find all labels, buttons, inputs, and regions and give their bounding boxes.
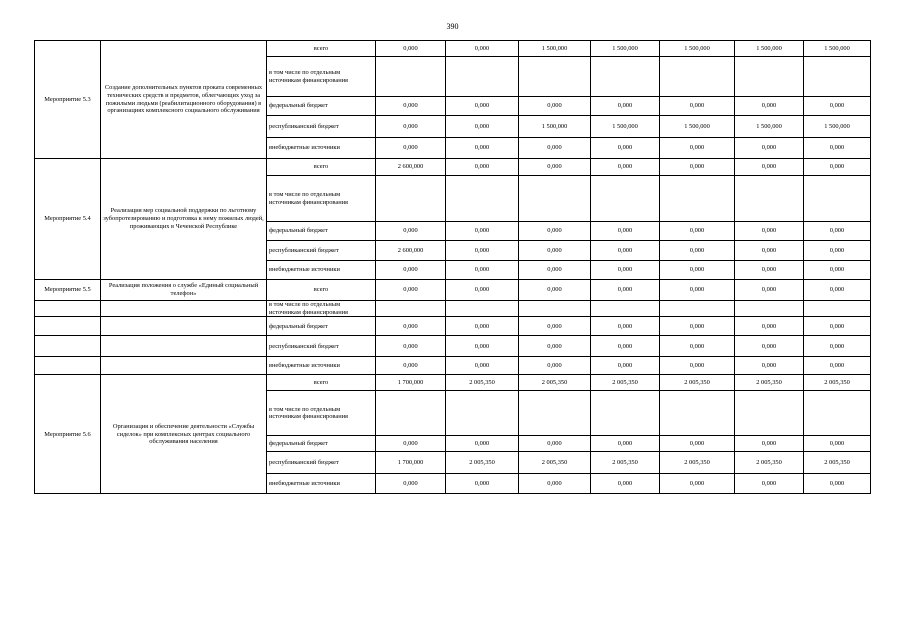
amount-cell: 0,000 (519, 138, 591, 159)
amount-cell (735, 301, 804, 317)
funding-source-label: федеральный бюджет (267, 436, 376, 452)
amount-cell: 0,000 (446, 138, 519, 159)
measure-description: Создание дополнительных пунктов проката современных технических средств и предметов, облегчающих уход за пожилыми людьми (реабилитационного оборудования) в организациях комплексного социального обслуживания (101, 41, 267, 159)
measure-description: Организация и обеспечение деятельности «Службы сиделок» при комплексных центрах социального обслуживания населения (101, 375, 267, 494)
amount-cell (376, 176, 446, 222)
funding-source-label: всего (267, 280, 376, 301)
amount-cell: 1 500,000 (519, 116, 591, 138)
amount-cell: 0,000 (519, 241, 591, 261)
amount-cell: 0,000 (376, 474, 446, 494)
amount-cell: 0,000 (735, 436, 804, 452)
amount-cell: 0,000 (591, 336, 660, 357)
funding-source-label: всего (267, 159, 376, 176)
amount-cell: 0,000 (376, 261, 446, 280)
page-number: 390 (446, 22, 459, 31)
amount-cell (804, 391, 871, 436)
amount-cell: 0,000 (446, 436, 519, 452)
amount-cell: 0,000 (735, 280, 804, 301)
funding-source-label: в том числе по отдельным источникам финансирования (267, 57, 376, 97)
amount-cell (804, 176, 871, 222)
amount-cell: 0,000 (804, 222, 871, 241)
amount-cell: 1 500,000 (735, 116, 804, 138)
amount-cell (660, 391, 735, 436)
amount-cell: 0,000 (660, 280, 735, 301)
amount-cell (519, 391, 591, 436)
amount-cell: 2 005,350 (660, 452, 735, 474)
amount-cell: 0,000 (804, 138, 871, 159)
measure-name: Мероприятие 5.5 (35, 280, 101, 301)
funding-source-label: внебюджетные источники (267, 474, 376, 494)
amount-cell: 0,000 (376, 41, 446, 57)
funding-source-label: республиканский бюджет (267, 116, 376, 138)
amount-cell: 2 600,000 (376, 241, 446, 261)
amount-cell (660, 57, 735, 97)
amount-cell: 0,000 (591, 241, 660, 261)
amount-cell: 0,000 (735, 138, 804, 159)
amount-cell: 0,000 (804, 241, 871, 261)
amount-cell: 2 005,350 (591, 452, 660, 474)
amount-cell: 0,000 (591, 261, 660, 280)
amount-cell: 2 005,350 (519, 375, 591, 391)
amount-cell: 0,000 (519, 317, 591, 336)
amount-cell: 1 500,000 (735, 41, 804, 57)
amount-cell: 0,000 (735, 222, 804, 241)
amount-cell: 2 005,350 (804, 452, 871, 474)
amount-cell: 0,000 (660, 241, 735, 261)
amount-cell: 0,000 (804, 357, 871, 375)
table-row (35, 159, 871, 176)
measure-description (101, 301, 267, 317)
funding-source-label: республиканский бюджет (267, 336, 376, 357)
amount-cell: 0,000 (376, 317, 446, 336)
amount-cell (446, 301, 519, 317)
amount-cell: 1 500,000 (519, 41, 591, 57)
amount-cell (446, 391, 519, 436)
amount-cell: 0,000 (804, 336, 871, 357)
amount-cell: 0,000 (376, 357, 446, 375)
amount-cell: 0,000 (519, 280, 591, 301)
funding-source-label: внебюджетные источники (267, 138, 376, 159)
funding-source-label: в том числе по отдельным источникам финансирования (267, 391, 376, 436)
amount-cell: 2 005,350 (446, 452, 519, 474)
amount-cell: 1 700,000 (376, 452, 446, 474)
amount-cell: 2 005,350 (519, 452, 591, 474)
amount-cell: 0,000 (519, 97, 591, 116)
table-row (35, 375, 871, 391)
amount-cell: 2 005,350 (446, 375, 519, 391)
amount-cell (660, 176, 735, 222)
amount-cell: 0,000 (660, 436, 735, 452)
amount-cell: 0,000 (735, 336, 804, 357)
amount-cell: 2 005,350 (735, 375, 804, 391)
amount-cell (446, 57, 519, 97)
amount-cell: 0,000 (519, 357, 591, 375)
amount-cell: 0,000 (376, 138, 446, 159)
amount-cell: 0,000 (660, 317, 735, 336)
amount-cell: 0,000 (446, 41, 519, 57)
amount-cell (591, 301, 660, 317)
amount-cell (591, 391, 660, 436)
funding-source-label: в том числе по отдельным источникам финансирования (267, 176, 376, 222)
measure-description (101, 357, 267, 375)
measure-name: Мероприятие 5.6 (35, 375, 101, 494)
amount-cell: 0,000 (446, 159, 519, 176)
funding-source-label: внебюджетные источники (267, 261, 376, 280)
amount-cell: 0,000 (804, 261, 871, 280)
amount-cell (376, 57, 446, 97)
measure-name: Мероприятие 5.4 (35, 159, 101, 280)
amount-cell: 0,000 (591, 222, 660, 241)
amount-cell: 0,000 (446, 241, 519, 261)
amount-cell: 0,000 (804, 280, 871, 301)
funding-source-label: федеральный бюджет (267, 317, 376, 336)
amount-cell: 0,000 (591, 138, 660, 159)
amount-cell (591, 176, 660, 222)
amount-cell (376, 391, 446, 436)
measure-name (35, 336, 101, 357)
amount-cell: 0,000 (519, 222, 591, 241)
amount-cell: 0,000 (446, 116, 519, 138)
amount-cell: 1 500,000 (591, 116, 660, 138)
funding-source-label: всего (267, 41, 376, 57)
funding-source-label: республиканский бюджет (267, 241, 376, 261)
amount-cell (660, 301, 735, 317)
amount-cell: 0,000 (735, 474, 804, 494)
amount-cell: 0,000 (446, 261, 519, 280)
amount-cell: 0,000 (591, 357, 660, 375)
amount-cell (735, 391, 804, 436)
amount-cell: 0,000 (376, 97, 446, 116)
amount-cell: 2 005,350 (660, 375, 735, 391)
amount-cell: 0,000 (519, 159, 591, 176)
amount-cell: 1 700,000 (376, 375, 446, 391)
amount-cell: 0,000 (735, 317, 804, 336)
amount-cell: 0,000 (735, 241, 804, 261)
amount-cell: 0,000 (446, 222, 519, 241)
funding-source-label: федеральный бюджет (267, 222, 376, 241)
amount-cell: 0,000 (660, 474, 735, 494)
amount-cell: 1 500,000 (804, 116, 871, 138)
amount-cell: 2 005,350 (735, 452, 804, 474)
amount-cell: 0,000 (804, 317, 871, 336)
amount-cell: 0,000 (804, 474, 871, 494)
measure-name: Мероприятие 5.3 (35, 41, 101, 159)
amount-cell: 0,000 (519, 261, 591, 280)
amount-cell (446, 176, 519, 222)
table-row (35, 357, 871, 375)
funding-source-label: всего (267, 375, 376, 391)
amount-cell: 1 500,000 (660, 41, 735, 57)
amount-cell: 0,000 (376, 222, 446, 241)
amount-cell: 0,000 (376, 116, 446, 138)
amount-cell: 0,000 (446, 357, 519, 375)
amount-cell: 0,000 (660, 336, 735, 357)
amount-cell: 0,000 (660, 357, 735, 375)
amount-cell: 0,000 (376, 280, 446, 301)
amount-cell: 0,000 (804, 436, 871, 452)
funding-source-label: федеральный бюджет (267, 97, 376, 116)
table-row (35, 336, 871, 357)
amount-cell (519, 301, 591, 317)
amount-cell (735, 57, 804, 97)
amount-cell: 2 600,000 (376, 159, 446, 176)
amount-cell: 0,000 (519, 436, 591, 452)
table-row (35, 41, 871, 57)
amount-cell: 0,000 (376, 336, 446, 357)
amount-cell: 0,000 (446, 280, 519, 301)
amount-cell: 0,000 (735, 159, 804, 176)
measure-description (101, 317, 267, 336)
amount-cell: 0,000 (446, 97, 519, 116)
amount-cell: 0,000 (660, 222, 735, 241)
amount-cell: 0,000 (591, 317, 660, 336)
amount-cell (376, 301, 446, 317)
amount-cell: 1 500,000 (804, 41, 871, 57)
amount-cell (519, 57, 591, 97)
amount-cell: 0,000 (591, 97, 660, 116)
table-row (35, 301, 871, 317)
funding-source-label: республиканский бюджет (267, 452, 376, 474)
amount-cell: 2 005,350 (804, 375, 871, 391)
amount-cell (735, 176, 804, 222)
measure-name (35, 317, 101, 336)
amount-cell: 0,000 (660, 261, 735, 280)
amount-cell: 0,000 (376, 436, 446, 452)
amount-cell: 0,000 (660, 159, 735, 176)
amount-cell: 0,000 (519, 474, 591, 494)
amount-cell: 0,000 (735, 97, 804, 116)
amount-cell: 0,000 (660, 97, 735, 116)
funding-table (34, 40, 871, 494)
amount-cell: 0,000 (591, 474, 660, 494)
measure-name (35, 357, 101, 375)
amount-cell: 0,000 (804, 159, 871, 176)
amount-cell (804, 57, 871, 97)
amount-cell: 0,000 (446, 336, 519, 357)
table-row (35, 317, 871, 336)
amount-cell: 0,000 (804, 97, 871, 116)
measure-description (101, 336, 267, 357)
table-row (35, 280, 871, 301)
amount-cell: 0,000 (446, 474, 519, 494)
funding-source-label: в том числе по отдельным источникам финансирования (267, 301, 376, 317)
amount-cell (804, 301, 871, 317)
amount-cell: 0,000 (519, 336, 591, 357)
measure-name (35, 301, 101, 317)
amount-cell: 0,000 (735, 261, 804, 280)
funding-source-label: внебюджетные источники (267, 357, 376, 375)
amount-cell (519, 176, 591, 222)
amount-cell: 0,000 (446, 317, 519, 336)
amount-cell (591, 57, 660, 97)
amount-cell: 0,000 (591, 436, 660, 452)
amount-cell: 0,000 (735, 357, 804, 375)
amount-cell: 0,000 (660, 138, 735, 159)
amount-cell: 1 500,000 (660, 116, 735, 138)
amount-cell: 0,000 (591, 159, 660, 176)
amount-cell: 1 500,000 (591, 41, 660, 57)
amount-cell: 2 005,350 (591, 375, 660, 391)
amount-cell: 0,000 (591, 280, 660, 301)
measure-description: Реализация положения о службе «Единый социальный телефон» (101, 280, 267, 301)
measure-description: Реализация мер социальной поддержки по льготному зубопротезированию и подготовка к нему пожилых людей, проживающих в Чеченской Республике (101, 159, 267, 280)
